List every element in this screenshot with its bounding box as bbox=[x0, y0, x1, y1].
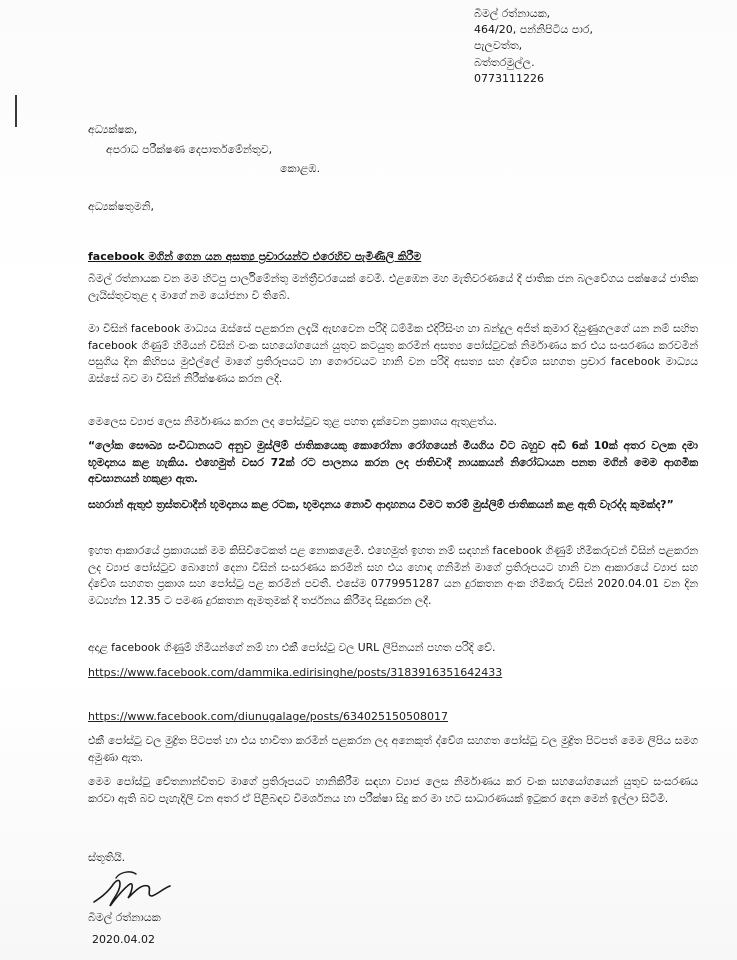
recipient-address bbox=[88, 120, 408, 179]
sender-address-line2: පැලවත්ත, bbox=[474, 39, 523, 53]
paragraph-attachments: එකී පෝස්ටු වල මුද්‍රිත පිටපත් හා එය භාවිතා කරමින් පළකරන ලද අනෙකුත් ද්වේශ සහගත පෝස්ටු වල මුද්‍රිත පිටපත් මෙම ලිපිය සමග අමුණා ඇත. bbox=[88, 734, 698, 764]
sender-address-line1: 464/20, පන්නිපිටිය පාර, bbox=[474, 23, 593, 37]
paragraph-url-intro: අදාළ facebook ගිණුම් හිමියන්ගේ නම් හා එකී පෝස්ටු වල URL ලිපිනයන් පහත පරිදි වේ. bbox=[88, 641, 496, 654]
margin-mark bbox=[15, 95, 17, 127]
paragraph-intro: බිමල් රත්නායක වන මම හිටපු පාර්ලිමේන්තු මන්ත්‍රීවරයෙක් වෙමි. එළඹෙන මහ මැතිවරණයේ දී ජාතික ජන බලවේගය පක්ෂයේ ජාතික ලැයිස්තුවතුළ ද මාගේ නම යෝජනා වී තිබේ. bbox=[88, 272, 698, 302]
sender-name: බිමල් රත්නායක, bbox=[474, 7, 551, 20]
sender-address-line3: බත්තරමුල්ල. bbox=[474, 55, 535, 69]
quoted-statement-1: “ලෝක සෞඛ්‍ය සංවිධානයට අනුව මුස්ලිම් ජාතිකයෙකු කොරෝනා රෝගයෙන් මියගිය විට බහුව අඩි 6ක් 10ක් අතර වලක දමා භූමදානය කළ හැකිය. එහෙමුත් වසර 72ක් රට පාලනය කරන ලද ජාතිවාදී නායකයන් නිරෝධායන පනත මගින් මෙම ආගමික අවසානයන් හකුළා ඇත. bbox=[88, 439, 698, 485]
paragraph-complaint: මා විසින් facebook මාධ්‍යය ඔස්සේ පළකරන ලදැයි ඇඟවෙන පරිදි ධම්මික එදිරිසිංහ හා බන්දුල අජිත් කුමාර දියුණුගලගේ යන නම් සහිත facebook ගිණුම් හිමියන් විසින් වංක සහයෝගයෙන් යුතුව කටයුතු කරමින් අසත්‍ය පෝස්ටුවක් නිර්මාණය කර එය සංසරණය කරවමින් පසුගිය දින කිහිපය මුළුල්ලේ මාගේ ප්‍රතිරූපයට හා ගෞරවයට හානි වන පරිදි අසත්‍ය සහ ද්වේශ සහගත ප්‍රචාර facebook මාධ්‍යය ඔස්සේ බව මා විසින් නිරීක්ෂණය කරන ලදී. bbox=[88, 322, 698, 385]
facebook-post-link-1[interactable]: https://www.facebook.com/dammika.edirisinghe/posts/3183916351642433 bbox=[88, 666, 503, 679]
signatory-name: බිමල් රත්නායක bbox=[88, 911, 161, 924]
sender-phone: 0773111226 bbox=[474, 71, 544, 85]
salutation: අධ්‍යක්ෂතුමනි, bbox=[88, 200, 155, 213]
recipient-department: අපරාධ පරීක්ෂණ දෙපාර්තමේන්තුව, bbox=[106, 142, 273, 156]
paragraph-statement-intro: මෙලෙස ව්‍යාජ ලෙස නිර්මාණය කරන ලද පෝස්ටුව තුළ පහත දැක්වෙන ප්‍රකාශය ඇතුළත්ය. bbox=[88, 415, 498, 428]
quoted-statement-2: සහරාන් ඇතුළු ත්‍රස්තවාදීන් භූමදානය කළ රටක, භූමදානය නොවී ආදාහනය වීමට තරම් මුස්ලිම් ජාතිකයන් කළ ඇති වැරද්ද කුමක්ද?” bbox=[88, 498, 674, 511]
paragraph-denial: ඉහත ආකාරයේ ප්‍රකාශයක් මම කිසිවිටෙකත් පළ නොකළෙමි. එහෙමුත් ඉහත නම් සඳහන් facebook ගිණුම් හිමිකරුවන් විසින් පළකරන ලද ව්‍යාජ පෝස්ටුව බොහෝ දෙනා විසින් සංසරණය කරමින් සහ එය හොඳ ගනිමින් මාගේ ප්‍රතිරූපයට හානි වන ආකාරයේ ව්‍යාජ සහ ද්වේශ සහගත ප්‍රකාශ සහ පෝස්ටු පළ කරමින් පවතී. එසේම 0779951287 යන දුරකතන අංක හිමිකරු විසින් 2020.04.01 වන දින මධ්‍යහ්න 12.35 ට පමණ දුරකතන ඇමතුමක් දී තර්ජනය කිරීමද සිදුකරන ලදී. bbox=[88, 544, 698, 607]
letter-date: 2020.04.02 bbox=[92, 933, 155, 946]
sender-address bbox=[474, 6, 724, 87]
recipient-city: කොළඹ. bbox=[280, 162, 321, 175]
closing-thanks: ස්තූතියි. bbox=[88, 851, 126, 864]
paragraph-request: මෙම පෝස්ටු චේතනාන්විතව මාගේ ප්‍රතිරූපයට හානිකිරීම සඳහා ව්‍යාජ ලෙස නිර්මාණය කර වංක සහයෝගයෙන් යුතුව සංසරණය කරවා ඇති බව පැහැදිලි වන අතර ඒ පිළිබඳව විමර්ශනය හා පරීක්ෂා සිදු කර මා හට සාධාරණයක් ඉටුකර දෙන මෙන් ඉල්ලා සිටිමි. bbox=[88, 775, 698, 805]
recipient-title: අධ්‍යක්ෂක, bbox=[88, 123, 138, 136]
facebook-post-link-2[interactable]: https://www.facebook.com/diunugalage/posts/634025150508017 bbox=[88, 710, 448, 723]
letter-subject: facebook මගින් ගෙන යන අසත්‍ය ප්‍රචාරයන්ට එරෙහිව පැමිණිලි කිරීම bbox=[88, 250, 422, 263]
